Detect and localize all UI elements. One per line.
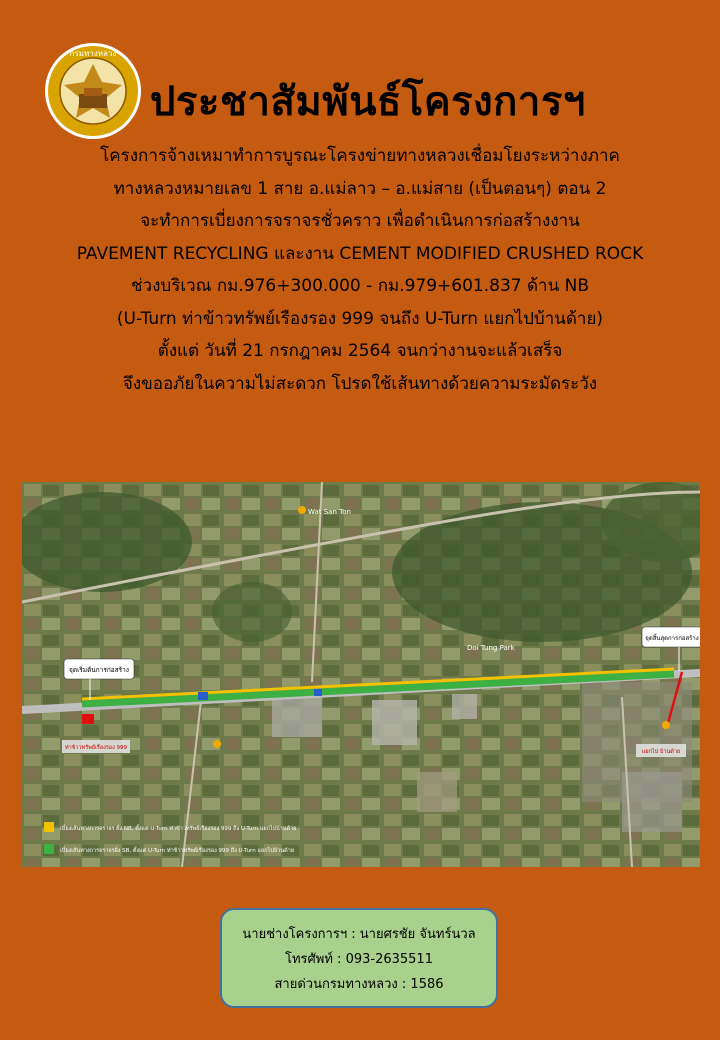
contact-box xyxy=(220,908,498,1008)
announcement-line: ตั้งแต่ วันที่ 21 กรกฎาคม 2564 จนกว่างานจะแล้วเสร็จ xyxy=(157,341,563,361)
announcement-line: (U-Turn ท่าข้าวทรัพย์เรืองรอง 999 จนถึง U-Turn แยกไปบ้านด้าย) xyxy=(116,308,604,329)
legend-entry: เบี่ยงเส้นทางการจราจรฝั่ง SB, ตั้งแต่ U-Turn ท่าข้าวทรัพย์เรืองรอง 999 ถึง U-Turn แยกไปบ้านด้าย xyxy=(60,848,295,854)
announcement-line: ช่วงบริเวณ กม.976+300.000 - กม.979+601.837 ด้าน NB xyxy=(131,276,589,296)
construction-route-map xyxy=(22,482,700,867)
map-place-label: ท่าข้าวทรัพย์เรืองรอง 999 xyxy=(64,745,128,751)
map-place-label: แยกไป บ้านด้าย xyxy=(641,749,681,755)
end-point-label: จุดสิ้นสุดการก่อสร้าง xyxy=(645,635,699,642)
announcement-line: จึงขออภัยในความไม่สะดวก โปรดใช้เส้นทางด้วยความระมัดระวัง xyxy=(122,373,598,394)
phone-number: โทรศัพท์ : 093-2635511 xyxy=(285,952,433,967)
department-logo xyxy=(44,42,142,140)
engineer-name: นายช่างโครงการฯ : นายศรชัย จันทร์นวล xyxy=(242,927,476,942)
legend-swatch-green xyxy=(44,844,54,854)
announcement-line: จะทำการเบี่ยงการจราจรชั่วคราว เพื่อดำเนินการก่อสร้างงาน xyxy=(140,211,580,231)
announcement-line: โครงการจ้างเหมาทำการบูรณะโครงข่ายทางหลวงเชื่อมโยงระหว่างภาค xyxy=(100,146,620,166)
announcement-line: PAVEMENT RECYCLING และงาน CEMENT MODIFIED CRUSHED ROCK xyxy=(76,243,644,264)
announcement-text xyxy=(20,140,700,400)
start-point-label: จุดเริ่มต้นการก่อสร้าง xyxy=(69,666,129,674)
map-place-label: Wat San Ton xyxy=(308,508,351,516)
announcement-line: ทางหลวงหมายเลข 1 สาย อ.แม่ลาว – อ.แม่สาย (เป็นตอนๆ) ตอน 2 xyxy=(113,178,607,199)
map-place-label: Doi Tung Park xyxy=(467,644,515,652)
hotline-number: สายด่วนกรมทางหลวง : 1586 xyxy=(274,977,444,992)
logo-text: กรมทางหลวง xyxy=(69,49,117,58)
page-title: ประชาสัมพันธ์โครงการฯ xyxy=(150,79,586,125)
legend-entry: เบี่ยงเส้นทางการจราจร ฝั่ง NB, ตั้งแต่ U-Turn ท่าข้าวทรัพย์เรืองรอง 999 ถึง U-Turn แยกไปบ้านด้าย xyxy=(60,826,297,832)
legend-swatch-yellow xyxy=(44,822,54,832)
